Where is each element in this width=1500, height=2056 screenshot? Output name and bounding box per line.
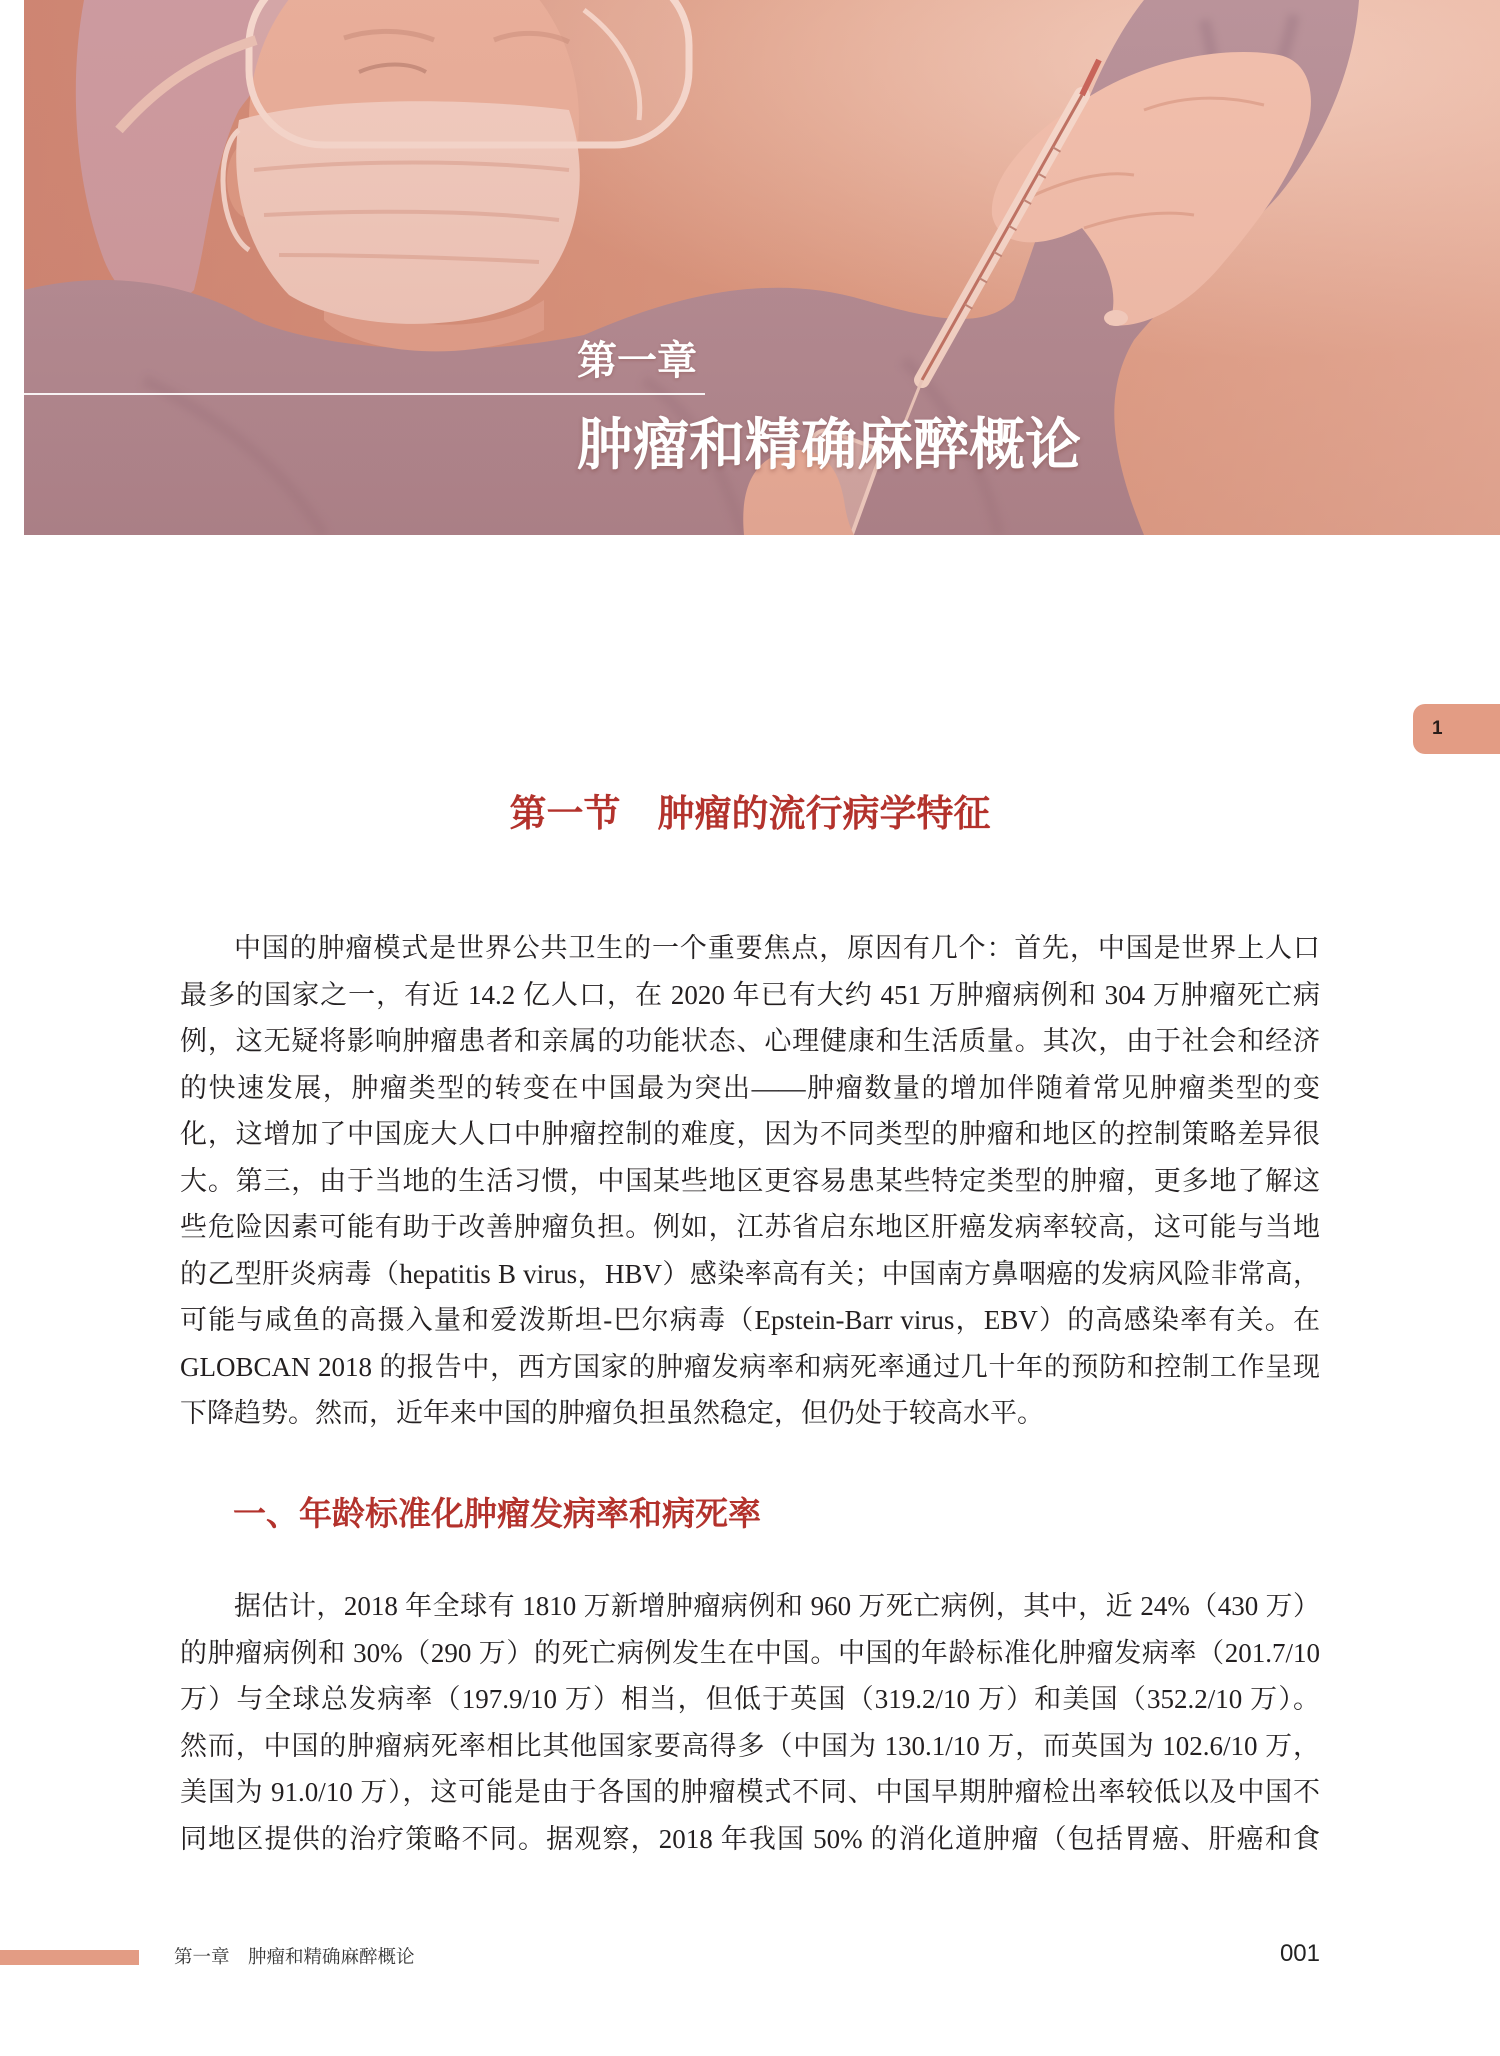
- side-tab-number: 1: [1432, 718, 1443, 739]
- paragraph-2: [180, 1583, 1320, 1862]
- paragraph-line: 些危险因素可能有助于改善肿瘤负担。例如，江苏省启东地区肝癌发病率较高，这可能与当地: [180, 1212, 1320, 1242]
- paragraph-line: 然而，中国的肿瘤病死率相比其他国家要高得多（中国为 130.1/10 万，而英国为 102.6/10 万，: [180, 1730, 1320, 1761]
- paragraph-line: 据估计，2018 年全球有 1810 万新增肿瘤病例和 960 万死亡病例，其中，近 24%（430 万）: [234, 1591, 1320, 1621]
- paragraph-line: 可能与咸鱼的高摄入量和爱泼斯坦-巴尔病毒（Epstein-Barr virus，EBV）的高感染率有关。在: [180, 1305, 1320, 1335]
- paragraph-line: 美国为 91.0/10 万），这可能是由于各国的肿瘤模式不同、中国早期肿瘤检出率较低以及中国不: [180, 1777, 1320, 1807]
- section-title: 第一节 肿瘤的流行病学特征: [509, 792, 991, 835]
- paragraph-1: [180, 925, 1320, 1437]
- paragraph-line: 下降趋势。然而，近年来中国的肿瘤负担虽然稳定，但仍处于较高水平。: [180, 1398, 1044, 1428]
- paragraph-line: 中国的肿瘤模式是世界公共卫生的一个重要焦点，原因有几个：首先，中国是世界上人口: [234, 933, 1320, 963]
- paragraph-line: 的乙型肝炎病毒（hepatitis B virus，HBV）感染率高有关；中国南方鼻咽癌的发病风险非常高，: [180, 1258, 1320, 1289]
- subsection-title: 一、年龄标准化肿瘤发病率和病死率: [233, 1494, 761, 1533]
- chapter-rule: [24, 393, 705, 395]
- paragraph-line: 的快速发展，肿瘤类型的转变在中国最为突出——肿瘤数量的增加伴随着常见肿瘤类型的变: [180, 1072, 1320, 1103]
- paragraph-line: 化，这增加了中国庞大人口中肿瘤控制的难度，因为不同类型的肿瘤和地区的控制策略差异很: [180, 1119, 1320, 1149]
- paragraph-line: 同地区提供的治疗策略不同。据观察，2018 年我国 50% 的消化道肿瘤（包括胃癌、肝癌和食: [180, 1823, 1320, 1854]
- chapter-title: 肿瘤和精确麻醉概论: [577, 413, 1081, 478]
- paragraph-line: GLOBCAN 2018 的报告中，西方国家的肿瘤发病率和病死率通过几十年的预防和控制工作呈现: [180, 1351, 1320, 1382]
- chapter-side-tab: [1413, 704, 1500, 754]
- footer-running-title: 第一章 肿瘤和精确麻醉概论: [174, 1948, 415, 1968]
- paragraph-line: 最多的国家之一，有近 14.2 亿人口，在 2020 年已有大约 451 万肿瘤病例和 304 万肿瘤死亡病: [180, 979, 1320, 1010]
- paragraph-line: 例，这无疑将影响肿瘤患者和亲属的功能状态、心理健康和生活质量。其次，由于社会和经济: [180, 1026, 1320, 1056]
- paragraph-line: 的肿瘤病例和 30%（290 万）的死亡病例发生在中国。中国的年龄标准化肿瘤发病率（201.7/10: [180, 1637, 1320, 1668]
- paragraph-line: 大。第三，由于当地的生活习惯，中国某些地区更容易患某些特定类型的肿瘤，更多地了解这: [180, 1165, 1320, 1196]
- page-number: 001: [1279, 1940, 1320, 1967]
- chapter-label: 第一章: [577, 338, 697, 384]
- footer-accent-bar: [0, 1950, 139, 1965]
- paragraph-line: 万）与全球总发病率（197.9/10 万）相当，但低于英国（319.2/10 万）和美国（352.2/10 万）。: [180, 1684, 1320, 1714]
